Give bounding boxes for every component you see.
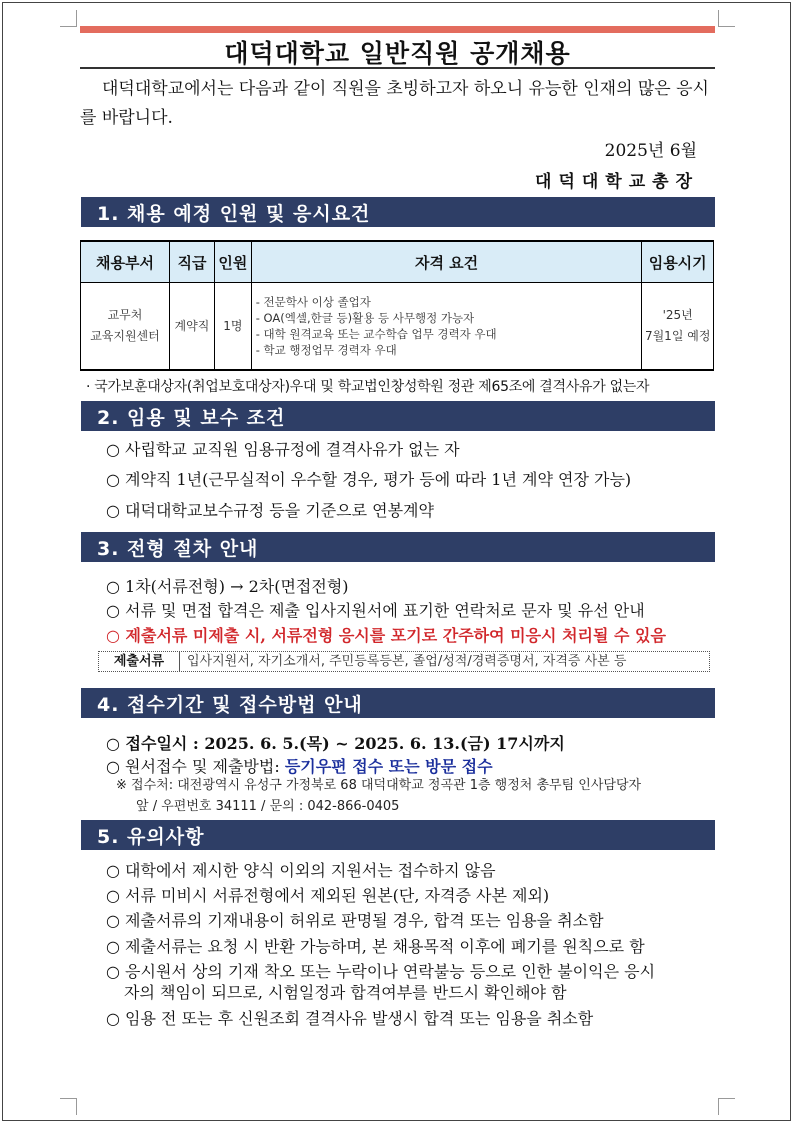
qual-item: - 학교 행정업무 경력자 우대 [255, 343, 397, 357]
section-header-3: 3. 전형 절차 안내 [81, 532, 715, 562]
start-line-2: 7월1일 예정 [644, 329, 711, 343]
cell-dept [81, 283, 170, 371]
condition-item: ○ 계약직 1년(근무실적이 우수할 경우, 평가 등에 따라 1년 계약 연장 가능) [106, 470, 632, 489]
cell-start [642, 283, 714, 371]
header-dept: 채용부서 [81, 241, 170, 283]
intro-body: 대덕대학교에서는 다음과 같이 직원을 초빙하고자 하오니 유능한 인재의 많은 응시를 바랍니다. [80, 79, 709, 128]
notice-item: ○ 응시원서 상의 기재 착오 또는 누락이나 연락불능 등으로 인한 불이익은 응시 [106, 962, 656, 981]
address-line-2: 앞 / 우편번호 34111 / 문의 : 042-866-0405 [136, 799, 400, 814]
header-rank: 직급 [169, 241, 214, 283]
section-header-5: 5. 유의사항 [81, 820, 715, 850]
title-underline [80, 67, 715, 69]
crop-mark [60, 1098, 77, 1115]
method-label: ○ 원서접수 및 제출방법: [106, 757, 285, 776]
required-documents-label: 제출서류 [99, 652, 180, 671]
crop-mark [718, 10, 735, 27]
cell-qualifications [251, 283, 642, 371]
cell-count: 1명 [214, 283, 251, 371]
notice-item: ○ 임용 전 또는 후 신원조회 결격사유 발생시 합격 또는 임용을 취소함 [106, 1009, 594, 1028]
header-count: 인원 [214, 241, 251, 283]
announcement-date: 2025년 6월 [604, 141, 697, 161]
dept-line-1: 교무처 [107, 308, 143, 322]
requirements-table [80, 240, 714, 371]
notice-item: ○ 대학에서 제시한 양식 이외의 지원서는 접수하지 않음 [106, 861, 496, 880]
cell-rank: 계약직 [169, 283, 214, 371]
preference-note: · 국가보훈대상자(취업보호대상자)우대 및 학교법인창성학원 정관 제65조에 결격사유가 없는자 [86, 379, 650, 395]
condition-item: ○ 사립학교 교직원 임용규정에 결격사유가 없는 자 [106, 440, 460, 459]
condition-item: ○ 대덕대학교보수규정 등을 기준으로 연봉계약 [106, 501, 434, 520]
procedure-item: ○ 서류 및 면접 합격은 제출 입사지원서에 표기한 연락처로 문자 및 유선 안내 [106, 601, 645, 620]
application-period: ○ 접수일시 : 2025. 6. 5.(목) ~ 2025. 6. 13.(금) 17시까지 [106, 734, 565, 753]
notice-item: ○ 제출서류의 기재내용이 허위로 판명될 경우, 합격 또는 임용을 취소함 [106, 911, 604, 930]
header-start: 임용시기 [642, 241, 714, 283]
section-header-1: 1. 채용 예정 인원 및 응시요건 [81, 197, 715, 227]
crop-mark [60, 10, 77, 27]
procedure-warning: ○ 제출서류 미제출 시, 서류전형 응시를 포기로 간주하여 미응시 처리될 수 있음 [106, 626, 666, 645]
section-header-4: 4. 접수기간 및 접수방법 안내 [81, 688, 715, 718]
section-header-2: 2. 임용 및 보수 조건 [81, 401, 715, 431]
required-documents-box [98, 651, 710, 672]
qual-item: - 대학 원격교육 또는 교수학습 업무 경력자 우대 [255, 327, 497, 341]
signer: 대덕대학교총장 [535, 172, 699, 192]
notice-item: ○ 제출서류는 요청 시 반환 가능하며, 본 채용목적 이후에 폐기를 원칙으로 함 [106, 937, 645, 956]
method-value: 등기우편 접수 또는 방문 접수 [284, 757, 493, 776]
intro-text [80, 75, 710, 133]
start-line-1: '25년 [662, 308, 693, 322]
required-documents-value: 입사지원서, 자기소개서, 주민등록등본, 졸업/성적/경력증명서, 자격증 사본 등 [187, 654, 627, 669]
application-method [106, 754, 493, 777]
crop-mark [718, 1098, 735, 1115]
procedure-item: ○ 1차(서류전형) → 2차(면접전형) [106, 577, 349, 596]
header-qualifications: 자격 요건 [251, 241, 642, 283]
table-row [81, 283, 714, 371]
qual-item: - OA(엑셀,한글 등)활용 등 사무행정 가능자 [255, 311, 475, 325]
table-header-row [81, 241, 714, 283]
application-address [116, 775, 716, 817]
qual-item: - 전문학사 이상 졸업자 [255, 295, 371, 309]
page-title: 대덕대학교 일반직원 공개채용 [224, 39, 571, 68]
notice-item-continued: 자의 책임이 되므로, 시험일정과 합격여부를 반드시 확인해야 함 [124, 983, 567, 1002]
address-line-1: ※ 접수처: 대전광역시 유성구 가정북로 68 대덕대학교 정곡관 1층 행정처 총무팀 인사담당자 [116, 778, 642, 793]
notice-item: ○ 서류 미비시 서류전형에서 제외된 원본(단, 자격증 사본 제외) [106, 886, 550, 905]
title-accent-bar [80, 26, 715, 33]
dept-line-2: 교육지원센터 [90, 329, 160, 343]
